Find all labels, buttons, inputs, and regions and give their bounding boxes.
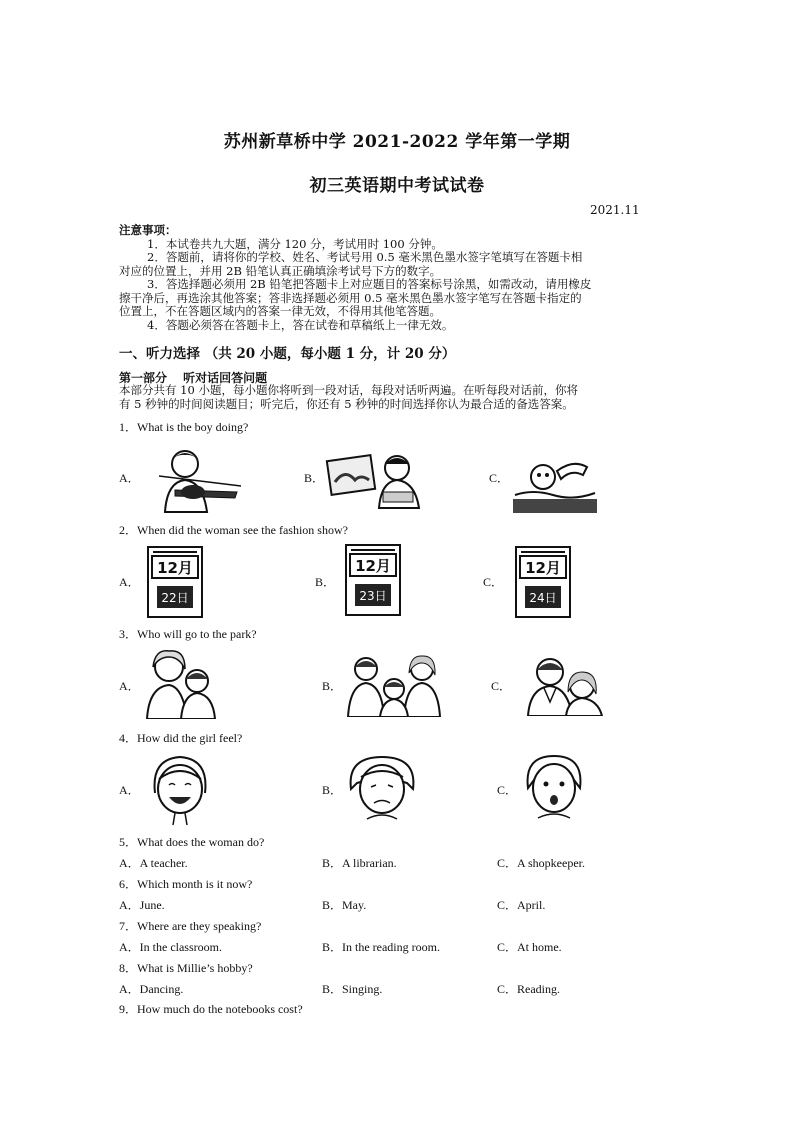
calendar-day: 22日 bbox=[161, 591, 189, 605]
calendar-month: 12月 bbox=[157, 559, 193, 577]
parents-image bbox=[524, 654, 608, 716]
option-a: A．A teacher. bbox=[119, 856, 188, 870]
question-8: 8．What is Millie’s hobby? bbox=[119, 961, 253, 975]
option-label: B． bbox=[322, 783, 343, 797]
option-b: B．In the reading room. bbox=[322, 940, 440, 954]
option-label: B． bbox=[322, 679, 343, 693]
notes-line: 1．本试卷共九大题，满分 120 分，考试用时 100 分钟。 bbox=[147, 236, 443, 251]
notes-line: 擦干净后，再选涂其他答案；答非选择题必须用 0.5 毫米黑色墨水签字笔写在答题卡指定的 bbox=[119, 290, 582, 305]
calendar-month: 12月 bbox=[355, 557, 391, 575]
exam-subtitle: 初三英语期中考试试卷 bbox=[309, 176, 485, 196]
calendar-day: 23日 bbox=[359, 589, 387, 603]
option-a: A．June. bbox=[119, 898, 165, 912]
option-label: A． bbox=[119, 783, 140, 797]
question-1: 1．What is the boy doing? bbox=[119, 420, 249, 434]
notes-line: 4．答题必须答在答题卡上，答在试卷和草稿纸上一律无效。 bbox=[147, 317, 454, 332]
option-c: C．A shopkeeper. bbox=[497, 856, 585, 870]
swimmer-image bbox=[513, 455, 597, 513]
question-6: 6．Which month is it now? bbox=[119, 877, 253, 891]
option-label: C． bbox=[489, 471, 510, 485]
calendar-icon bbox=[345, 544, 401, 616]
calendar-icon bbox=[515, 546, 571, 618]
option-a: A．In the classroom. bbox=[119, 940, 222, 954]
notes-line: 3．答选择题必须用 2B 铅笔把答题卡上对应题目的答案标号涂黑，如需改动，请用橡皮 bbox=[147, 277, 592, 291]
option-a: A．Dancing. bbox=[119, 982, 184, 996]
boy-violin-image bbox=[145, 446, 245, 514]
exam-title: 苏州新草桥中学 2021-2022 学年第一学期 bbox=[223, 132, 571, 152]
option-label: C． bbox=[483, 575, 504, 589]
exam-date: 2021.11 bbox=[590, 203, 640, 217]
option-c: C．Reading. bbox=[497, 982, 560, 996]
notes-line: 位置上，不在答题区域内的答案一律无效，不得用其他笔答题。 bbox=[119, 304, 441, 318]
intro-line: 本部分共有 10 小题，每小题你将听到一段对话，每段对话听两遍。在听每段对话前，你将 bbox=[119, 383, 578, 397]
question-7: 7．Where are they speaking? bbox=[119, 919, 262, 933]
option-c: C．At home. bbox=[497, 940, 562, 954]
happy-girl-face-image bbox=[145, 753, 215, 825]
mother-and-son-image bbox=[143, 647, 221, 719]
question-4: 4．How did the girl feel? bbox=[119, 731, 243, 745]
notes-block bbox=[119, 224, 679, 332]
option-label: A． bbox=[119, 471, 140, 485]
calendar-day: 24日 bbox=[529, 591, 557, 605]
option-label: A． bbox=[119, 575, 140, 589]
part-title: 第一部分 听对话回答问题 bbox=[119, 371, 268, 385]
calendar-month: 12月 bbox=[525, 559, 561, 577]
boy-painting-image bbox=[325, 450, 425, 510]
option-label: C． bbox=[497, 783, 518, 797]
notes-line: 对应的位置上，并用 2B 铅笔认真正确填涂考试号下方的数字。 bbox=[119, 263, 442, 278]
intro-line: 有 5 秒钟的时间阅读题目；听完后，你还有 5 秒钟的时间选择你认为最合适的备选答案。 bbox=[119, 396, 574, 411]
option-label: A． bbox=[119, 679, 140, 693]
option-label: B． bbox=[315, 575, 336, 589]
option-c: C．April. bbox=[497, 898, 546, 912]
part-intro bbox=[119, 384, 679, 411]
option-label: C． bbox=[491, 679, 512, 693]
notes-heading: 注意事项： bbox=[119, 223, 177, 237]
question-9: 9．How much do the notebooks cost? bbox=[119, 1002, 303, 1016]
calendar-icon bbox=[147, 546, 203, 618]
option-b: B．A librarian. bbox=[322, 856, 397, 870]
family-image bbox=[346, 651, 442, 717]
option-b: B．May. bbox=[322, 898, 367, 912]
sad-girl-face-image bbox=[345, 753, 419, 823]
option-b: B．Singing. bbox=[322, 982, 383, 996]
question-3: 3．Who will go to the park? bbox=[119, 627, 257, 641]
question-5: 5．What does the woman do? bbox=[119, 835, 265, 849]
option-label: B． bbox=[304, 471, 325, 485]
question-2: 2．When did the woman see the fashion show? bbox=[119, 523, 348, 537]
section-title: 一、听力选择 （共 20 小题，每小题 1 分，计 20 分） bbox=[119, 346, 456, 362]
notes-line: 2．答题前，请将你的学校、姓名、考试号用 0.5 毫米黑色墨水签字笔填写在答题卡相 bbox=[147, 250, 583, 264]
surprised-girl-face-image bbox=[520, 752, 588, 822]
